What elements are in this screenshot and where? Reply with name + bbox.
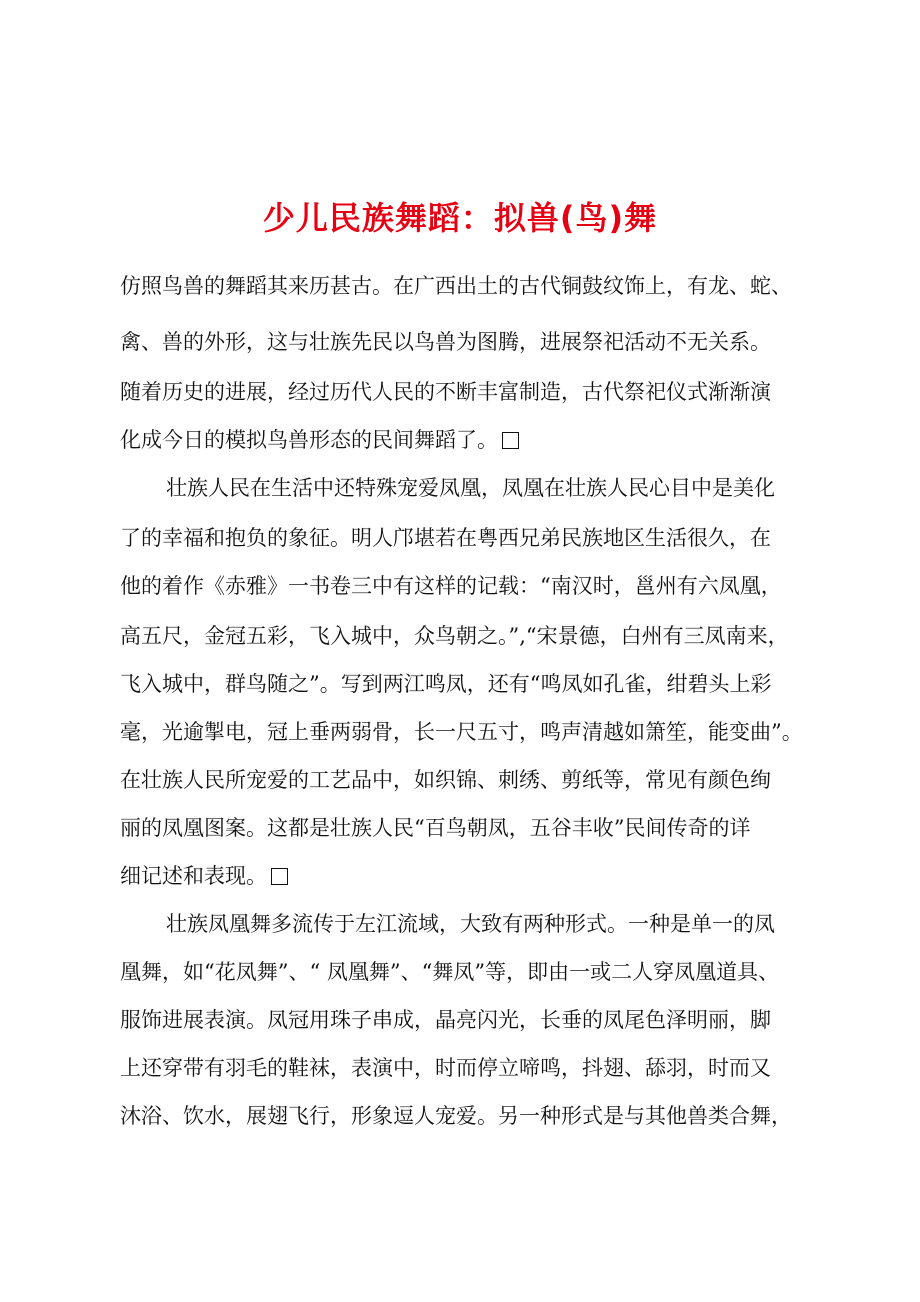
paragraph-2-line-9-wrap <box>120 856 288 896</box>
paragraph-1-line-2: 禽、兽的外形，这与壮族先民以鸟兽为图腾，进展祭祀活动不无关系。 <box>120 330 771 354</box>
document-title: 少儿民族舞蹈：拟兽(鸟)舞 <box>262 199 658 237</box>
paragraph-2-line-2: 了的幸福和抱负的象征。明人邝堪若在粤西兄弟民族地区生活很久，在 <box>120 526 771 550</box>
paragraph-2-line-9: 细记述和表现。 <box>120 864 267 888</box>
paragraph-2-line-5: 飞入城中，群鸟随之”。写到两江鸣凤，还有“鸣凤如孔雀，绀碧头上彩 <box>120 672 772 696</box>
paragraph-2-line-8: 丽的凤凰图案。这都是壮族人民“百鸟朝凤，五谷丰收”民间传奇的详 <box>120 816 751 840</box>
paragraph-3-line-4: 上还穿带有羽毛的鞋袜，表演中，时而停立啼鸣，抖翅、舔羽，时而又 <box>120 1056 771 1080</box>
paragraph-3-line-5: 沐浴、饮水，展翅飞行，形象逗人宠爱。另一种形式是与其他兽类合舞， <box>120 1104 792 1128</box>
paragraph-2-line-6: 毫，光逾掣电，冠上垂两弱骨，长一尺五寸，鸣声清越如箫笙，能变曲”。 <box>120 720 803 744</box>
paragraph-2-line-7: 在壮族人民所宠爱的工艺品中，如织锦、刺绣、剪纸等，常见有颜色绚 <box>120 768 771 792</box>
paragraph-3-line-1: 壮族凤凰舞多流传于左江流域，大致有两种形式。一种是单一的凤 <box>166 912 775 936</box>
missing-glyph-box-icon <box>271 868 288 885</box>
paragraph-1-line-4: 化成今日的模拟鸟兽形态的民间舞蹈了。 <box>120 428 498 452</box>
missing-glyph-box-icon <box>502 432 519 449</box>
paragraph-1-line-1: 仿照鸟兽的舞蹈其来历甚古。在广西出土的古代铜鼓纹饰上，有龙、蛇、 <box>120 274 792 298</box>
paragraph-1-line-4-wrap <box>120 420 519 460</box>
paragraph-2-line-4: 高五尺，金冠五彩，飞入城中，众鸟朝之。”,“宋景德，白州有三凤南来， <box>120 624 789 648</box>
paragraph-3-line-3: 服饰进展表演。凤冠用珠子串成，晶亮闪光，长垂的凤尾色泽明丽，脚 <box>120 1008 771 1032</box>
paragraph-2-line-1: 壮族人民在生活中还特殊宠爱凤凰，凤凰在壮族人民心目中是美化 <box>166 476 775 500</box>
paragraph-1-line-3: 随着历史的进展，经过历代人民的不断丰富制造，古代祭祀仪式渐渐演 <box>120 380 771 404</box>
paragraph-3-line-2: 凰舞，如“花凤舞”、“ 凤凰舞”、“舞凤”等，即由一或二人穿凤凰道具、 <box>120 960 780 984</box>
paragraph-2-line-3: 他的着作《赤雅》一书卷三中有这样的记载：“南汉时，邕州有六凤凰， <box>120 574 782 598</box>
